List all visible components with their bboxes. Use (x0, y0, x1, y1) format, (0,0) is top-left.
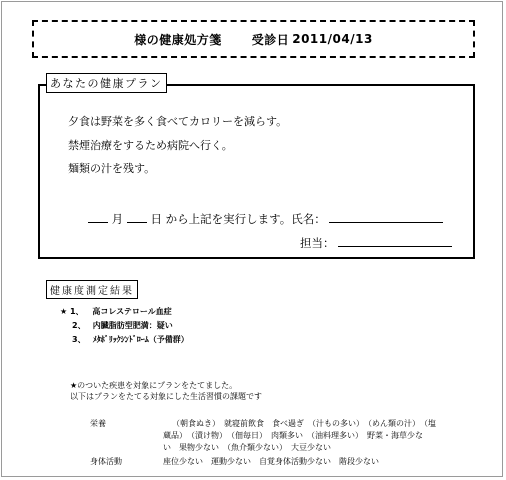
nutrition-line-2: 蔵品） （漬け物） （佃毎日） 肉類多い （油料理多い） 野菜・海草少な (163, 431, 423, 440)
day-statement: 日 から上記を実行します。氏名： (150, 212, 326, 226)
finding-3-text: ﾒﾀﾎﾞﾘｯｸｼﾝﾄﾞﾛｰﾑ（予備群） (92, 335, 189, 344)
health-plan-label: あなたの健康プラン (46, 73, 167, 93)
staff-line (300, 235, 452, 251)
finding-1 (60, 306, 172, 317)
staff-label: 担当： (300, 236, 335, 250)
nutrition-label: 栄養 (90, 419, 106, 428)
note-1: ★のついた疾患を対象にプランをたてました。 (70, 381, 238, 390)
start-date-statement (88, 211, 443, 227)
results-label: 健康度測定結果 (46, 280, 138, 299)
finding-2 (72, 320, 173, 331)
activity-label: 身体活動 (90, 457, 122, 466)
activity-text: 座位少ない 運動少ない 自覚身体活動少ない 階段少ない (163, 457, 379, 466)
nutrition-line-3: い 果物少ない （魚介類少ない） 大豆少ない (163, 443, 331, 452)
visit-date-label: 受診日 (251, 32, 290, 47)
nutrition-line-1: （朝食ぬき） 就寝前飲食 食べ過ぎ （汁もの多い） （めん類の汁） （塩 (172, 419, 436, 428)
name-blank[interactable] (329, 211, 443, 223)
prescription-title-box (32, 20, 475, 58)
plan-line-1: 夕食は野菜を多く食べてカロリーを減らす。 (68, 115, 288, 128)
finding-3 (72, 334, 189, 345)
prescription-title: 様の健康処方箋 (134, 32, 222, 47)
month-blank[interactable] (88, 211, 108, 223)
month-label: 月 (111, 212, 124, 226)
day-blank[interactable] (127, 211, 147, 223)
finding-3-marker: 3、 (72, 335, 86, 344)
staff-blank[interactable] (338, 235, 452, 247)
plan-line-3: 麺類の汁を残す。 (68, 162, 156, 175)
visit-date: 2011/04/13 (292, 32, 373, 46)
finding-1-marker: ★ 1、 (60, 307, 84, 316)
finding-1-text: 高コレステロール血症 (92, 307, 172, 316)
plan-line-2: 禁煙治療をするため病院へ行く。 (68, 139, 233, 152)
finding-2-marker: 2、 (72, 321, 86, 330)
finding-2-text: 内臓脂肪型肥満：疑い (92, 321, 173, 330)
note-2: 以下はプランをたてる対象にした生活習慣の課題です (70, 392, 262, 401)
